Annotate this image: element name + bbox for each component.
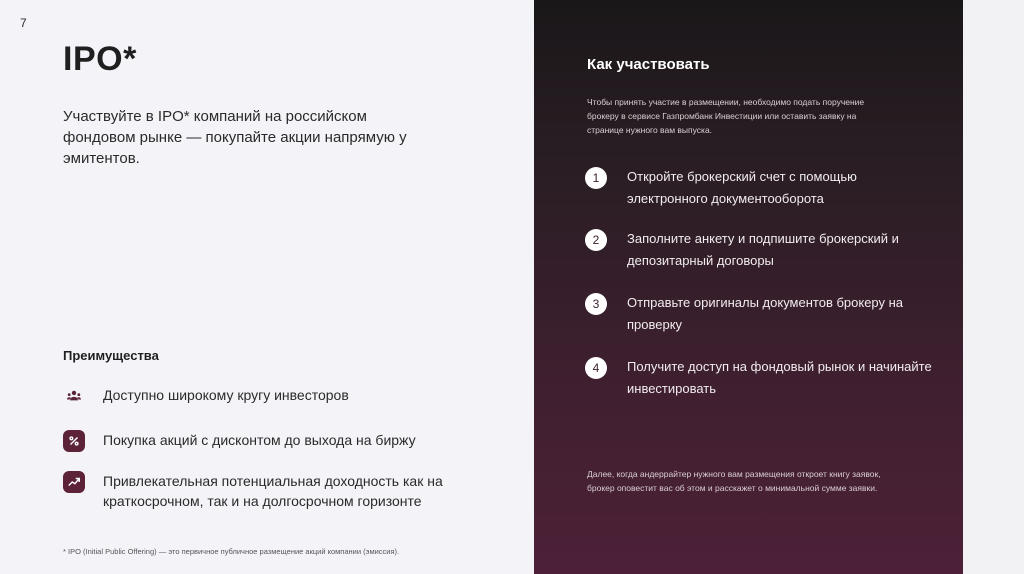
page-title: IPO*	[63, 40, 137, 78]
footnote: * IPO (Initial Public Offering) — это первичное публичное размещение акций компании (эмиссия).	[63, 547, 400, 556]
step-text: Отправьте оригиналы документов брокеру на проверку	[627, 295, 904, 332]
users-icon	[63, 385, 85, 407]
step-text: Получите доступ на фондовый рынок и начинайте инвестировать	[627, 359, 932, 396]
step-text: Откройте брокерский счет с помощью электронного документооборота	[627, 169, 857, 206]
advantage-text: Привлекательная потенциальная доходность как на краткосрочном, так и на долгосрочном горизонте	[103, 473, 443, 509]
step-text: Заполните анкету и подпишите брокерский и депозитарный договоры	[627, 231, 899, 268]
step-item	[585, 292, 937, 336]
step-item	[585, 166, 937, 210]
how-to-intro: Чтобы принять участие в размещении, необходимо подать поручение брокеру в сервисе Газпромбанк Инвестиции или оставить заявку на странице нужного вам выпуска.	[587, 97, 865, 135]
how-to-title: Как участвовать	[587, 56, 710, 73]
advantage-item	[63, 385, 463, 407]
advantages-heading: Преимущества	[63, 348, 159, 363]
step-number: 2	[585, 229, 607, 251]
right-margin	[963, 0, 1024, 574]
step-number: 1	[585, 167, 607, 189]
advantage-text: Доступно широкому кругу инвесторов	[103, 387, 349, 403]
advantage-item	[63, 430, 463, 452]
step-number: 4	[585, 357, 607, 379]
page-subtitle: Участвуйте в IPO* компаний на российском фондовом рынке — покупайте акции напрямую у эмитентов.	[63, 108, 407, 167]
how-to-outro: Далее, когда андеррайтер нужного вам размещения откроет книгу заявок, брокер оповестит вас об этом и расскажет о минимальной сумме заявки.	[587, 469, 881, 493]
step-number: 3	[585, 293, 607, 315]
discount-icon	[63, 430, 85, 452]
page-number: 7	[20, 16, 27, 30]
growth-chart-icon	[63, 471, 85, 493]
advantage-item	[63, 471, 463, 511]
step-item	[585, 356, 937, 400]
advantage-text: Покупка акций с дисконтом до выхода на биржу	[103, 432, 416, 448]
step-item	[585, 228, 937, 272]
how-to-panel	[534, 0, 963, 574]
